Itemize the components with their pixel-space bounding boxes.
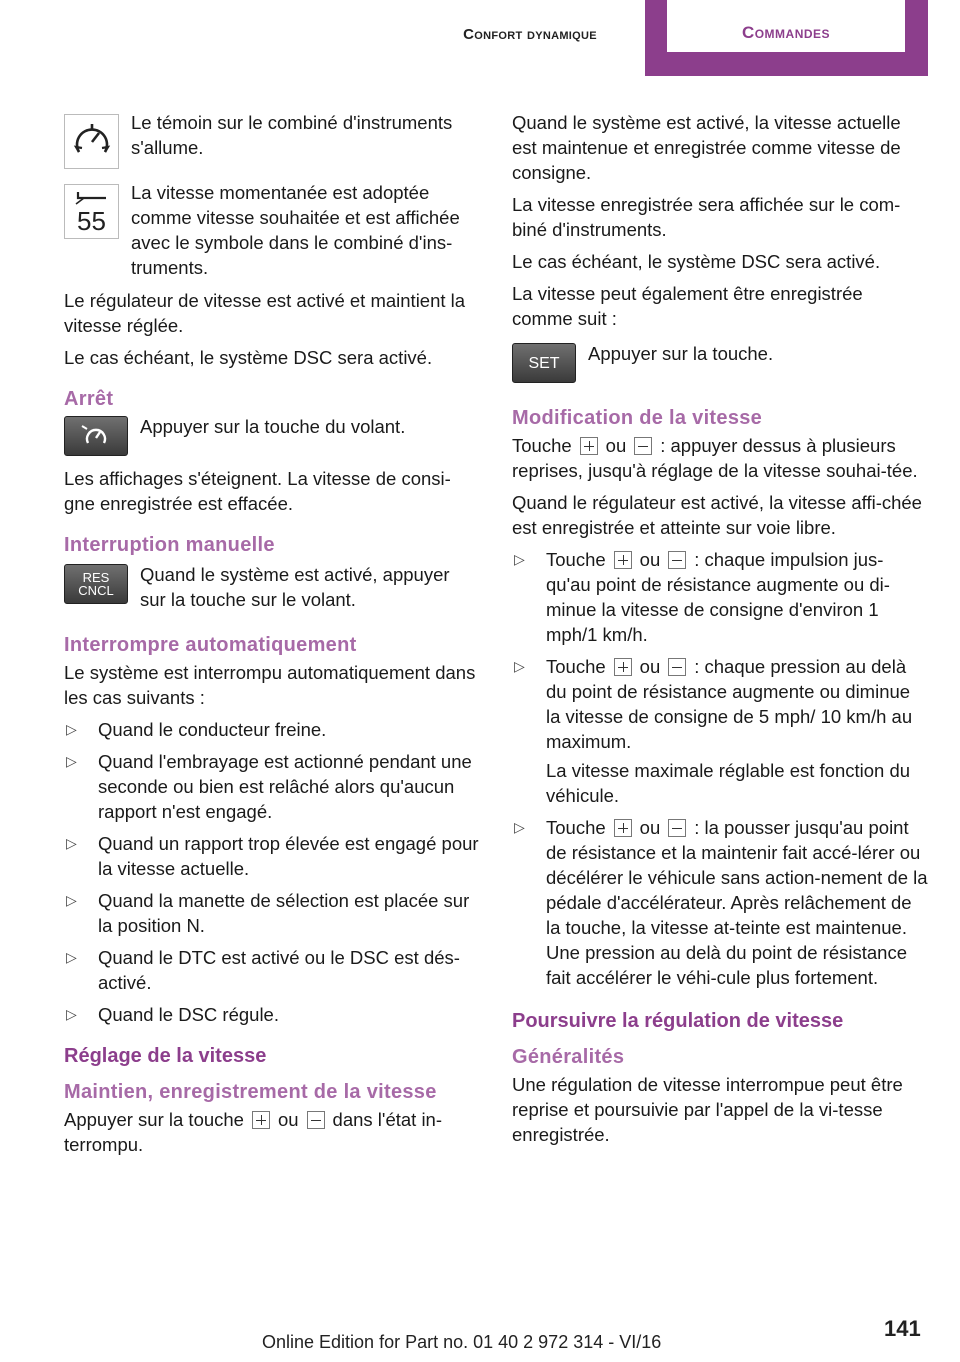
res-cncl-button-icon — [64, 564, 128, 604]
bullet-marker-icon: ▷ — [514, 551, 525, 567]
chapter-tab-label: Commandes — [667, 0, 905, 52]
arret-paragraph — [64, 414, 480, 458]
set-paragraph — [512, 341, 928, 385]
plus-key-icon — [614, 658, 632, 676]
paragraph: Quand le régulateur est activé, la vitesse affi-chée est enregistrée et atteinte sur voie libre. — [512, 492, 922, 538]
heading-poursuivre: Poursuivre la régulation de vitesse — [512, 1010, 844, 1032]
plus-key-icon — [614, 819, 632, 837]
speed-display-text: La vitesse momentanée est adoptée comme vitesse souhaitée et est affichée avec le symbole dans le combiné d'ins-truments. — [131, 182, 460, 278]
plus-key-icon — [614, 551, 632, 569]
set-label: SET — [528, 354, 560, 372]
cncl-label: CNCL — [78, 583, 114, 598]
maintien-paragraph: Appuyer sur la touche ou dans l'état in-terrompu. — [64, 1109, 443, 1155]
list-item: ▷ Quand l'embrayage est actionné pendant une seconde ou bien est relâché alors qu'aucun rapport n'est engagé. — [66, 751, 472, 822]
speed-set-symbol-label: 55 — [77, 205, 106, 236]
list-item: ▷ Quand un rapport trop élevée est engagé pour la vitesse actuelle. — [66, 833, 479, 879]
plus-key-icon — [580, 437, 598, 455]
heading-modif: Modification de la vitesse — [512, 407, 763, 429]
paragraph: Le cas échéant, le système DSC sera activé. — [512, 251, 881, 272]
paragraph: Le système est interrompu automatiquement dans les cas suivants : — [64, 662, 476, 708]
cruise-indicator-icon — [64, 114, 119, 169]
indicator-text: Le témoin sur le combiné d'instruments s'allume. — [131, 112, 453, 158]
res-label: RES — [82, 570, 110, 585]
auto-list — [64, 717, 480, 1027]
bullet-marker-icon: ▷ — [66, 892, 77, 908]
list-item: ▷ Touche ou : la pousser jusqu'au point de résistance et la maintenir fait accé-lérer ou décélérer le véhicule sans action-nement de la pédale d'accélérateur. Après relâchement de la touche, la vitesse at-teinte est maintenue. Une pression au delà du point de résistance fait accélérer le véhi-cule plus fortement. — [514, 817, 928, 988]
speed-set-symbol-icon — [64, 184, 119, 239]
list-item: ▷ Quand le DTC est activé ou le DSC est dés-activé. — [66, 947, 460, 993]
bullet-marker-icon: ▷ — [66, 753, 77, 769]
paragraph: La vitesse enregistrée sera affichée sur le com-biné d'instruments. — [512, 194, 901, 240]
interruption-text: Quand le système est activé, appuyer sur la touche sur le volant. — [140, 564, 450, 610]
minus-key-icon — [668, 819, 686, 837]
heading-maintien: Maintien, enregistrement de la vitesse — [64, 1081, 437, 1103]
paragraph: Les affichages s'éteignent. La vitesse de consi-gne enregistrée est effacée. — [64, 468, 451, 514]
bullet-marker-icon: ▷ — [514, 658, 525, 674]
minus-key-icon — [307, 1111, 325, 1129]
heading-reglage: Réglage de la vitesse — [64, 1045, 267, 1067]
paragraph: La vitesse peut également être enregistrée comme suit : — [512, 283, 863, 329]
right-column — [512, 110, 928, 1154]
cruise-off-button-icon — [64, 416, 128, 456]
list-item: ▷ Quand le conducteur freine. — [66, 719, 327, 740]
heading-arret: Arrêt — [64, 388, 114, 410]
arret-text: Appuyer sur la touche du volant. — [140, 416, 406, 437]
modif-list — [512, 547, 928, 990]
plus-key-icon — [252, 1111, 270, 1129]
minus-key-icon — [668, 658, 686, 676]
bullet-marker-icon: ▷ — [514, 819, 525, 835]
minus-key-icon — [634, 437, 652, 455]
speed-display-paragraph — [64, 180, 480, 280]
heading-generalites: Généralités — [512, 1046, 625, 1068]
indicator-paragraph — [64, 110, 480, 172]
left-column — [64, 110, 480, 1164]
paragraph: Le régulateur de vitesse est activé et maintient la vitesse réglée. — [64, 290, 466, 336]
paragraph: Le cas échéant, le système DSC sera activé. — [64, 347, 433, 368]
heading-auto: Interrompre automatiquement — [64, 634, 357, 656]
list-item: ▷ Touche ou : chaque pression au delà du point de résistance augmente ou diminue la vitesse de consigne de 5 mph/ 10 km/h au maximum. La vitesse maximale réglable est fonction du véhicule. — [514, 656, 913, 806]
list-item: ▷ Quand le DSC régule. — [66, 1004, 279, 1025]
set-button-icon — [512, 343, 576, 383]
bullet-marker-icon: ▷ — [66, 721, 77, 737]
heading-interruption: Interruption manuelle — [64, 534, 275, 556]
paragraph: Une régulation de vitesse interrompue peut être reprise et poursuivie par l'appel de la vi-tesse enregistrée. — [512, 1074, 903, 1145]
modif-paragraph: Touche ou : appuyer dessus à plusieurs reprises, jusqu'à réglage de la vitesse souhai-tée. — [512, 435, 918, 481]
bullet-marker-icon: ▷ — [66, 1006, 77, 1022]
list-item: ▷ Touche ou : chaque impulsion jus-qu'au point de résistance augmente ou di-minue la vitesse de consigne d'environ 1 mph/1 km/h. — [514, 549, 890, 645]
bullet-marker-icon: ▷ — [66, 835, 77, 851]
minus-key-icon — [668, 551, 686, 569]
footer-edition: Online Edition for Part no. 01 40 2 972 314 - VI/16 — [262, 1332, 662, 1352]
paragraph: Quand le système est activé, la vitesse actuelle est maintenue et enregistrée comme vitesse de consigne. — [512, 112, 901, 183]
bullet-marker-icon: ▷ — [66, 949, 77, 965]
set-text: Appuyer sur la touche. — [588, 343, 774, 364]
running-header-section: Confort dynamique — [463, 26, 597, 43]
list-item: ▷ Quand la manette de sélection est placée sur la position N. — [66, 890, 470, 936]
interruption-paragraph — [64, 562, 480, 616]
page-number: 141 — [884, 1316, 921, 1341]
